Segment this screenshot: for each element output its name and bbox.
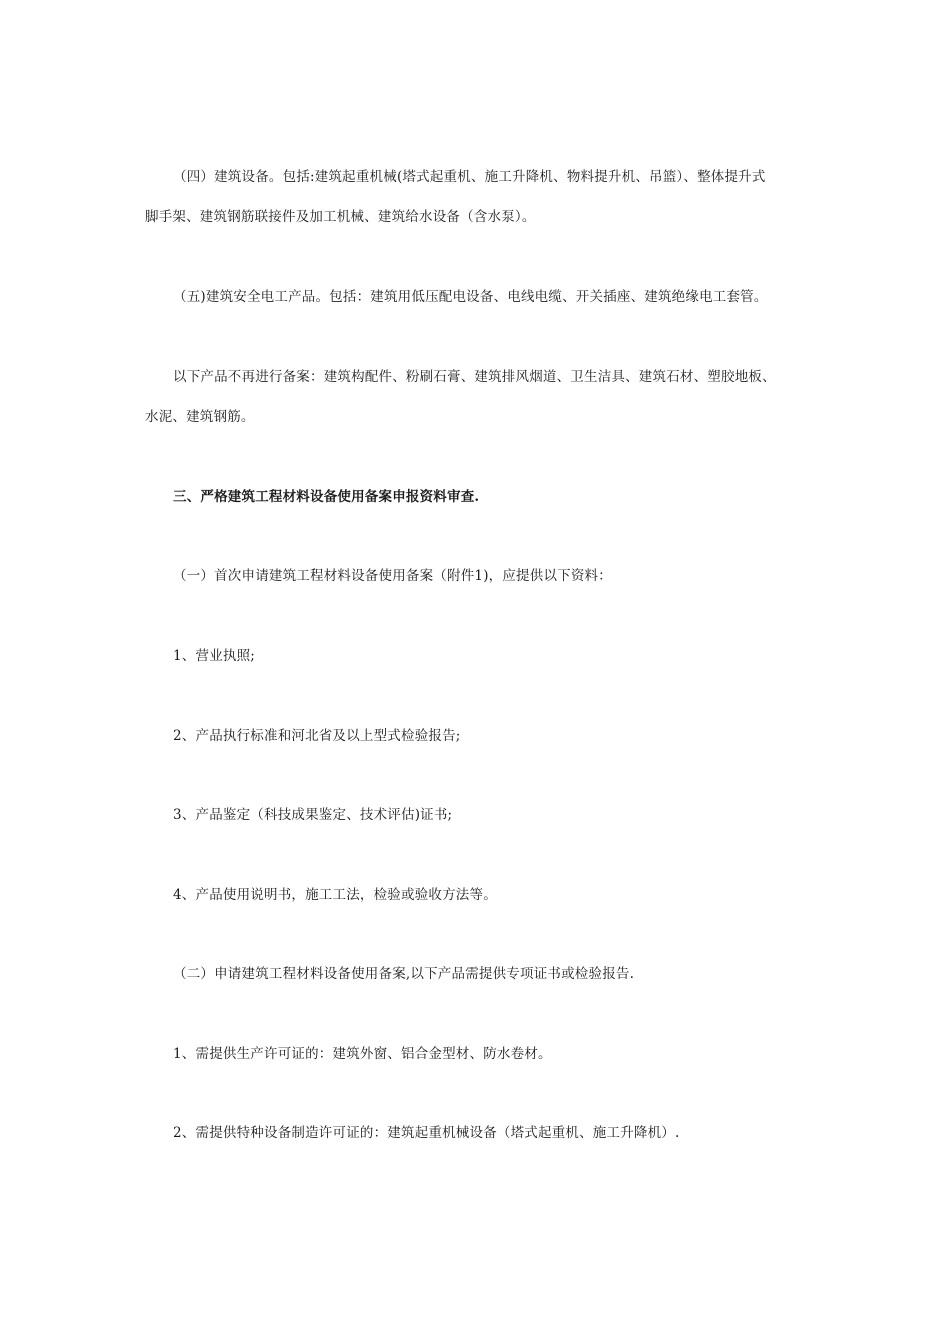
paragraph-no-filing-line-2: 水泥、建筑钢筋。 [145,409,255,425]
list-item-special-equipment-license: 2、需提供特种设备制造许可证的：建筑起重机械设备（塔式起重机、施工升降机）. [173,1125,680,1141]
section-heading-three: 三、严格建筑工程材料设备使用备案申报资料审查. [173,489,480,505]
paragraph-building-equipment-line-2: 脚手架、建筑钢筋联接件及加工机械、建筑给水设备（含水泵）。 [145,209,536,225]
list-item-inspection-report: 2、产品执行标准和河北省及以上型式检验报告; [173,728,461,744]
paragraph-no-filing-line-1: 以下产品不再进行备案：建筑构配件、粉刷石膏、建筑排风烟道、卫生洁具、建筑石材、塑胶地板、 [173,369,776,385]
subsection-special-certificates: （二）申请建筑工程材料设备使用备案,以下产品需提供专项证书或检验报告. [173,966,635,982]
paragraph-building-equipment-line-1: （四）建筑设备。包括:建筑起重机械(塔式起重机、施工升降机、物料提升机、吊篮）、整体提升式 [173,169,766,185]
list-item-production-license: 1、需提供生产许可证的：建筑外窗、铝合金型材、防水卷材。 [173,1046,552,1062]
paragraph-electrical-products: （五)建筑安全电工产品。包括：建筑用低压配电设备、电线电缆、开关插座、建筑绝缘电工套管。 [173,289,768,305]
subsection-first-application: （一）首次申请建筑工程材料设备使用备案（附件1)，应提供以下资料： [173,568,612,584]
list-item-usage-instructions: 4、产品使用说明书，施工工法，检验或验收方法等。 [173,887,497,903]
list-item-business-license: 1、营业执照; [173,648,256,664]
list-item-appraisal-certificate: 3、产品鉴定（科技成果鉴定、技术评估)证书; [173,807,453,823]
